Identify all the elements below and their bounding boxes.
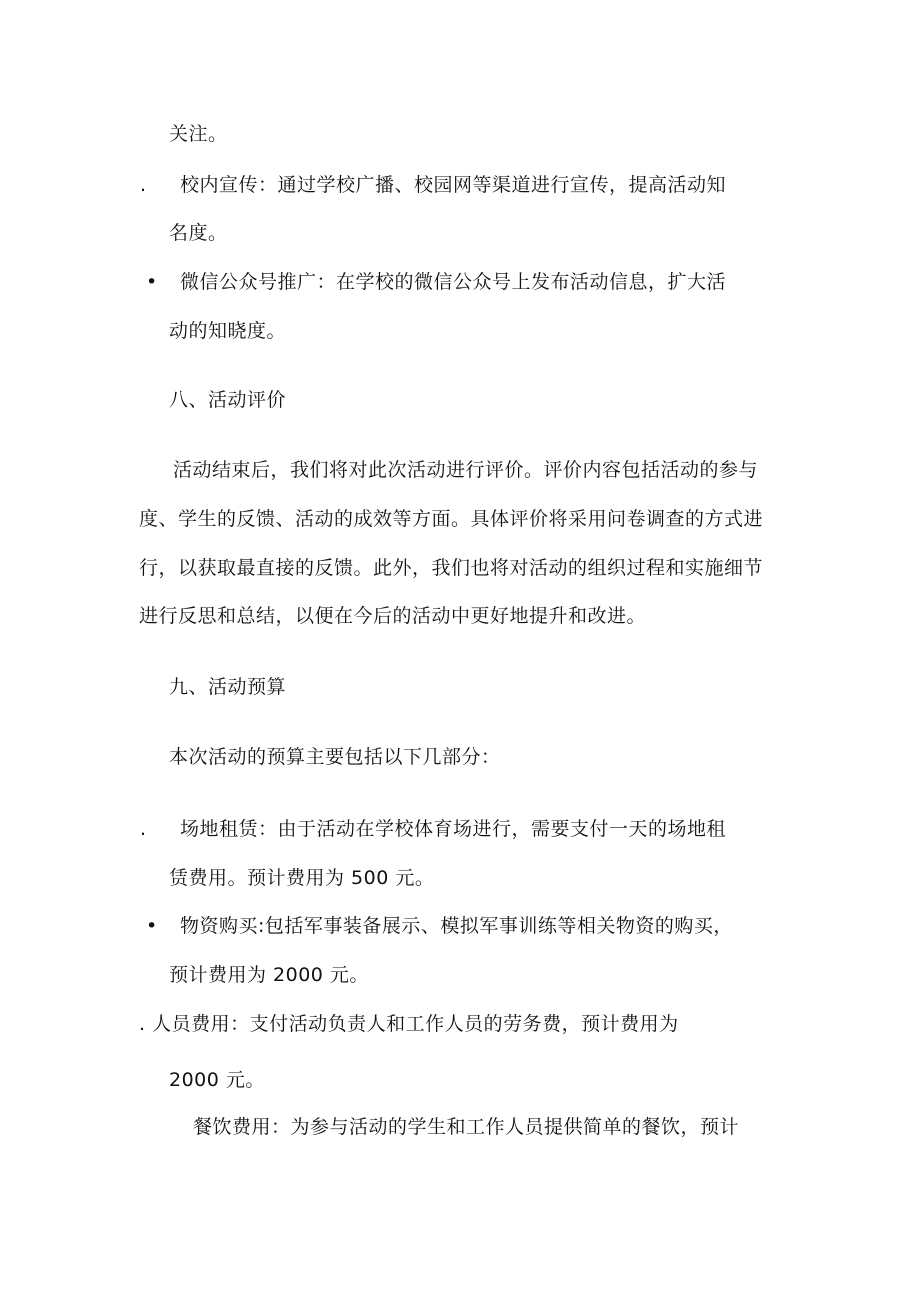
bullet-marker: • bbox=[146, 915, 158, 937]
list-item-text: . 人员费用：支付活动负责人和工作人员的劳务费，预计费用为 bbox=[139, 1013, 679, 1035]
paragraph-line: 活动结束后，我们将对此次活动进行评价。评价内容包括活动的参与 bbox=[173, 459, 759, 481]
bullet-marker: • bbox=[146, 271, 158, 293]
section-heading: 八、活动评价 bbox=[169, 389, 287, 411]
list-item-continuation: 预计费用为 2000 元。 bbox=[169, 964, 369, 986]
list-item-text: 物资购买:包括军事装备展示、模拟军事训练等相关物资的购买， bbox=[180, 915, 733, 937]
list-item-continuation: 名度。 bbox=[169, 222, 228, 244]
section-heading: 九、活动预算 bbox=[169, 676, 287, 698]
list-item-text: 场地租赁：由于活动在学校体育场进行，需要支付一天的场地租 bbox=[180, 818, 727, 840]
paragraph-line: 进行反思和总结，以便在今后的活动中更好地提升和改进。 bbox=[139, 605, 647, 627]
list-item-text: 餐饮费用：为参与活动的学生和工作人员提供简单的餐饮，预计 bbox=[193, 1116, 740, 1138]
list-item-continuation: 动的知晓度。 bbox=[169, 320, 287, 342]
list-item-continuation: 赁费用。预计费用为 500 元。 bbox=[169, 867, 435, 889]
paragraph-line: 度、学生的反馈、活动的成效等方面。具体评价将采用问卷调查的方式进 bbox=[139, 508, 764, 530]
paragraph-line: 行，以获取最直接的反馈。此外，我们也将对活动的组织过程和实施细节 bbox=[139, 557, 764, 579]
paragraph-line: 本次活动的预算主要包括以下几部分： bbox=[169, 746, 501, 768]
bullet-marker: . bbox=[140, 818, 147, 840]
list-item-text: 微信公众号推广：在学校的微信公众号上发布活动信息，扩大活 bbox=[180, 271, 727, 293]
list-item-text: 校内宣传：通过学校广播、校园网等渠道进行宣传，提高活动知 bbox=[180, 174, 727, 196]
bullet-marker: . bbox=[140, 174, 147, 196]
list-item-continuation: 2000 元。 bbox=[169, 1069, 265, 1091]
text-line: 关注。 bbox=[169, 123, 228, 145]
